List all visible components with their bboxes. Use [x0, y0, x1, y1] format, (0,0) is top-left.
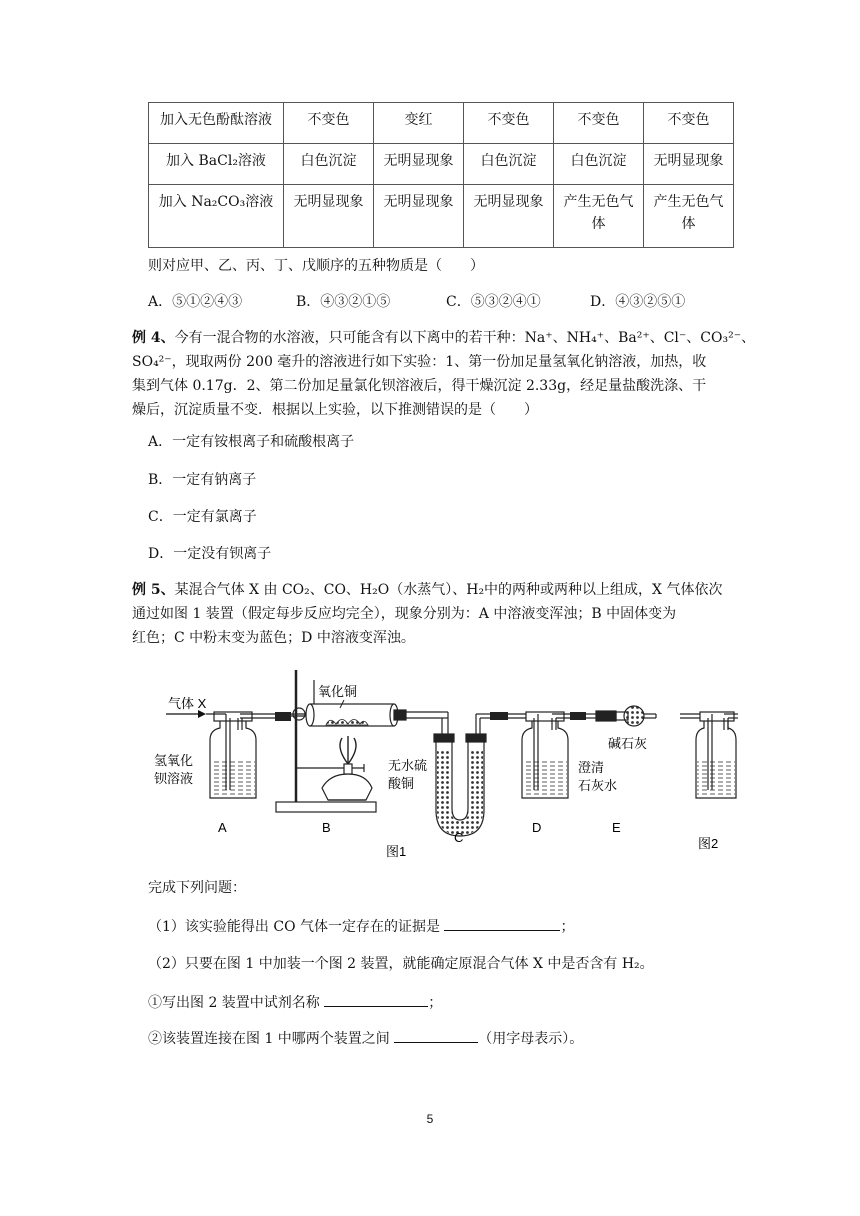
- row-header: 加入无色酚酞溶液: [149, 103, 284, 144]
- q4-option-a: A．一定有铵根离子和硫酸根离子: [148, 434, 355, 450]
- table-row: [149, 144, 734, 185]
- table-cell: 不变色: [644, 103, 734, 144]
- q5-label: 例 5、: [132, 582, 175, 598]
- q4-option-b: B．一定有钠离子: [148, 472, 257, 488]
- cuso4-label-2: 酸铜: [388, 776, 415, 791]
- table-row: [149, 185, 734, 248]
- table-cell: 白色沉淀: [464, 144, 554, 185]
- u-tube: [434, 712, 490, 836]
- q4-line-1: 例 4、今有一混合物的水溶液，只可能含有以下离中的若干种：Na⁺、NH₄⁺、Ba²⁺、Cl⁻、CO₃²⁻、: [132, 330, 756, 346]
- q5-sub1: （1）该实验能得出 CO 气体一定存在的证据是 ；: [148, 912, 574, 941]
- table-cell: 不变色: [554, 103, 644, 144]
- rubber-connector: [490, 712, 508, 720]
- table-cell: 产生无色气体: [554, 185, 644, 248]
- table-cell: 无明显现象: [644, 144, 734, 185]
- ba-solution-label-2: 钡溶液: [154, 771, 194, 786]
- bottle-a: [206, 712, 275, 798]
- q4-label: 例 4、: [132, 330, 175, 346]
- q5-line-2: 通过如图 1 装置（假定每步反应均完全），现象分别为：A 中溶液变浑浊；B 中固体变为: [132, 606, 677, 622]
- result-table: [148, 102, 734, 248]
- table-cell: 白色沉淀: [554, 144, 644, 185]
- combustion-tube: [291, 680, 440, 726]
- table-row: [149, 103, 734, 144]
- answer-blank-2[interactable]: [324, 988, 428, 1007]
- fig2-caption: 图2: [698, 836, 719, 851]
- q3-stem: 则对应甲、乙、丙、丁、戊顺序的五种物质是（ ）: [148, 258, 484, 274]
- fig1-caption: 图1: [386, 844, 407, 859]
- q5-line-1: 例 5、某混合气体 X 由 CO₂、CO、H₂O（水蒸气）、H₂中的两种或两种以上组成，X 气体依次: [132, 582, 723, 598]
- answer-blank-3[interactable]: [394, 1024, 478, 1043]
- row-header: 加入 Na₂CO₃溶液: [149, 185, 284, 248]
- q4-line-2: SO₄²⁻，现取两份 200 毫升的溶液进行如下实验：1、第一份加足量氢氧化钠溶液，加热，收: [132, 354, 707, 370]
- cuso4-label-1: 无水硫: [388, 758, 428, 773]
- table-cell: 变红: [374, 103, 464, 144]
- table-cell: 无明显现象: [464, 185, 554, 248]
- rubber-connector: [275, 712, 291, 721]
- row-header: 加入 BaCl₂溶液: [149, 144, 284, 185]
- table-cell: 不变色: [284, 103, 374, 144]
- q5-sub2: （2）只要在图 1 中加装一个图 2 装置，就能确定原混合气体 X 中是否含有 H₂。: [148, 956, 654, 972]
- q3-option-b: B．④③②①⑤: [296, 294, 391, 310]
- q3-option-a: A．⑤①②④③: [148, 294, 243, 310]
- q4-line-4: 燥后，沉淀质量不变．根据以上实验，以下推测错误的是（ ）: [132, 402, 538, 418]
- table-cell: 无明显现象: [374, 185, 464, 248]
- table-cell: 无明显现象: [284, 185, 374, 248]
- copper-oxide-powder: [326, 720, 368, 726]
- drying-tube: [586, 706, 656, 726]
- bottle-fig2: [680, 712, 738, 798]
- gas-x-label: 气体 X: [168, 696, 207, 711]
- q4-option-c: C．一定有氯离子: [148, 509, 257, 525]
- answer-blank-1[interactable]: [444, 912, 560, 931]
- table-cell: 产生无色气体: [644, 185, 734, 248]
- limewater-label-1: 澄清: [578, 760, 605, 775]
- label-c: C: [454, 830, 464, 845]
- rubber-connector: [570, 712, 586, 720]
- table-cell: 不变色: [464, 103, 554, 144]
- q4-option-d: D．一定没有钡离子: [148, 546, 272, 562]
- table-cell: 无明显现象: [374, 144, 464, 185]
- copper-oxide-label: 氧化铜: [318, 684, 358, 699]
- bottle-d: [508, 712, 586, 798]
- q5-sub4: ②该装置连接在图 1 中哪两个装置之间 （用字母表示）。: [148, 1024, 583, 1053]
- limewater-label-2: 石灰水: [578, 778, 618, 793]
- ba-solution-label-1: 氢氧化: [154, 753, 194, 768]
- q5-line-3: 红色；C 中粉末变为蓝色；D 中溶液变浑浊。: [132, 630, 415, 646]
- label-b: B: [322, 820, 331, 835]
- soda-lime-label: 碱石灰: [608, 736, 648, 751]
- label-d: D: [532, 820, 542, 835]
- q5-sub3: ①写出图 2 装置中试剂名称 ；: [148, 988, 442, 1017]
- q3-option-d: D．④③②⑤①: [590, 294, 686, 310]
- table-cell: 白色沉淀: [284, 144, 374, 185]
- apparatus-figure: [150, 660, 740, 860]
- page-number: 5: [426, 1112, 434, 1126]
- q5-prompt: 完成下列问题：: [148, 880, 246, 896]
- q4-line-3: 集到气体 0.17g．2、第二份加足量氯化钡溶液后，得干燥沉淀 2.33g，经足量盐酸洗涤、干: [132, 378, 707, 394]
- q3-option-c: C．⑤③②④①: [446, 294, 541, 310]
- label-e: E: [612, 820, 621, 835]
- gas-inlet-arrow: [166, 710, 206, 718]
- label-a: A: [218, 820, 227, 835]
